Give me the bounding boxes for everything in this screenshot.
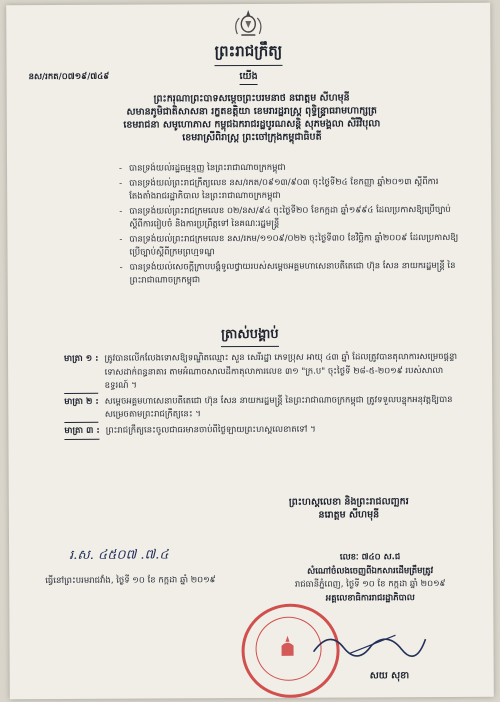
articles [64, 351, 464, 442]
consideration-item: - បានទ្រង់យល់ព្រះរាជក្រឹត្យលេខ នស/រកត/០៩១៣/៩០៣ ចុះថ្ងៃទី២៤ ខែកញ្ញា ឆ្នាំ២០១៣ ស្ដីពីការតែងតាំងរាជរដ្ឋាភិបាល នៃព្រះរាជាណាចក្រកម្ពុជា [119, 175, 459, 204]
copy-line-3: អគ្គលេខាធិការរាជរដ្ឋាភិបាល [325, 592, 415, 604]
signature-line-2: នរោត្ដម សីហមុនី [318, 509, 380, 521]
we-word: យើង [239, 70, 257, 85]
article-text: ត្រូវបានលើកលែងទោសឱ្យទណ្ឌិតឈ្មោះ សួន សេរីរដ្ឋា ភេទប្រុស អាយុ ៤៣ ឆ្នាំ ដែលត្រូវបានតុលាការសម្រេចផ្ដន្ទាទោសដាក់ពន្ធនាគារ តាមអំណាចសាលដីកាតុលាការលេខ ៣១ "ក្រ.ប" ចុះថ្ងៃទី ២៨-៥-២០១៩ របស់សាលាឧទ្ធរណ៍ ។ [104, 351, 458, 391]
article-1 [64, 351, 464, 394]
article-label: មាត្រា ៣ : [64, 424, 99, 440]
consideration-item: - បានទ្រង់យល់ព្រះរាជក្រមលេខ នស/រកម/១១០៩/០២២ ចុះថ្ងៃទី៣០ ខែវិច្ឆិកា ឆ្នាំ២០០៩ ដែលប្រកាសឱ្យប្រើច្បាប់ស្ដីពីក្រមព្រហ្មទណ្ឌ [119, 231, 459, 260]
place-date: ធ្វើនៅព្រះបរមរាជវាំង, ថ្ងៃទី ១០ ខែ កក្កដា ឆ្នាំ ២០១៩ [45, 575, 216, 587]
signer-name: សយ សុខា [369, 670, 410, 682]
reference-number: នស/រកត/០៧១៩/៧៤៩ [28, 71, 110, 83]
article-3 [64, 422, 464, 440]
king-line: ខេមរាស្រីពិរាស្ដ្រ ព្រះចៅក្រុងកម្ពុជាធិបតី [182, 131, 322, 144]
article-text: ព្រះរាជក្រឹត្យនេះចូលជាធរមានចាប់ពីថ្ងៃឡាយព្រះហស្ដលេខាតទៅ ។ [105, 424, 316, 436]
article-text: សម្ដេចអគ្គមហាសេនាបតីតេជោ ហ៊ុន សែន នាយករដ្ឋមន្ត្រី នៃព្រះរាជាណាចក្រកម្ពុជា ត្រូវទទួលបន្ទុកអនុវត្តឱ្យបានសម្រេចតាមព្រះរាជក្រឹត្យនេះ ។ [104, 394, 453, 420]
copy-line-2: រាជធានីភ្នំពេញ, ថ្ងៃទី ១០ ខែ កក្កដា ឆ្នាំ ២០១៩ [294, 578, 446, 590]
royal-signature-block [209, 495, 489, 522]
decree-title: ព្រះរាជក្រឹត្យ [215, 42, 283, 66]
handwritten-signature [309, 623, 429, 664]
handwritten-code: រ.ស. ៤៥០៧ .៧.៤ [69, 547, 169, 563]
king-line: ព្រះករុណាព្រះបាទសម្ដេចព្រះបរមនាថ នរោត្ដម សីហមុនី [153, 92, 350, 105]
signature-line-1: ព្រះហស្តលេខា និងព្រះរាជលញ្ឆករ [288, 496, 409, 508]
considerations-list [119, 161, 460, 289]
article-label: មាត្រា ២ : [64, 395, 99, 422]
article-2 [64, 393, 464, 422]
decree-page [6, 3, 494, 700]
copy-certification [255, 551, 485, 606]
decree-heading: ត្រាស់បង្គាប់ [221, 326, 279, 347]
consideration-item: - បានទ្រង់យល់សេចក្ដីក្រាបបង្គំទូលថ្វាយរបស់សម្ដេចអគ្គមហាសេនាបតីតេជោ ហ៊ុន សែន នាយករដ្ឋមន្ត្រី នៃព្រះរាជាណាចក្រកម្ពុជា [120, 259, 460, 288]
king-line: ខេមរាជនា សមូហោភាស កម្ពុជឯករាជរដ្ឋបូរណសន្ដិ សុភមង្គលា សិរីវិបុលា [123, 118, 381, 131]
consideration-item: - បានទ្រង់យល់ព្រះរាជក្រមលេខ ០២/នស/៩៤ ចុះថ្ងៃទី២០ ខែកក្កដា ឆ្នាំ១៩៩៤ ដែលប្រកាសឱ្យប្រើច្បាប់ស្ដីពីការរៀបចំ និងការប្រព្រឹត្តទៅ នៃគណៈរដ្ឋមន្ត្រី [119, 203, 459, 232]
royal-arms-emblem [228, 8, 268, 38]
article-label: មាត្រា ១ : [64, 353, 99, 394]
king-line: សមានភូមិជាតិសាសនា រក្ខតខត្តិយា ខេមរារដ្ឋរាស្ដ្រ ពុទ្ធិន្ទ្រាធរាមហាក្សត្រ [126, 105, 377, 118]
king-title-block [77, 91, 427, 145]
copy-number: លេខៈ ៧៤០ ស.ជ [339, 552, 401, 563]
consideration-item: - បានទ្រង់យល់រដ្ឋធម្មនុញ្ញ នៃព្រះរាជាណាចក្រកម្ពុជា [119, 161, 459, 176]
copy-line-1: សំណៅចំលងចេញពីឯកសារដើមត្រឹមត្រូវ [307, 565, 434, 577]
